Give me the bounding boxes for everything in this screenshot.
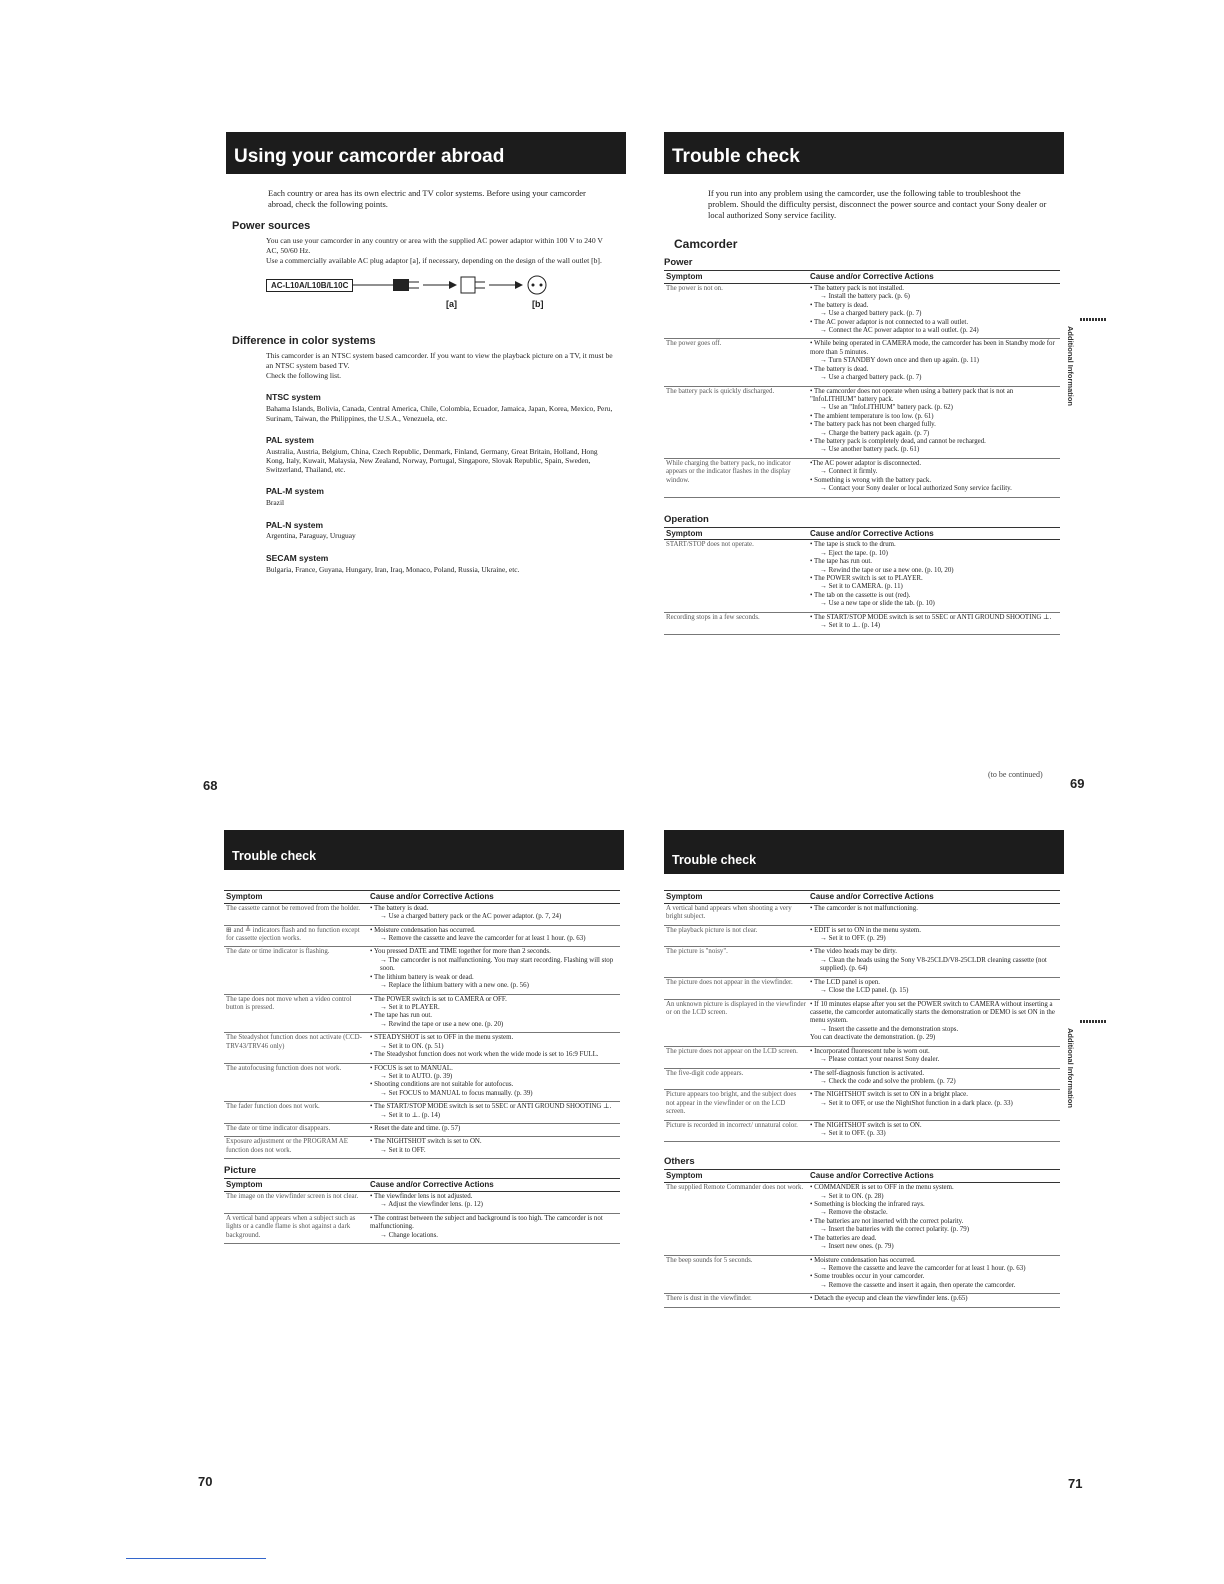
action-line: → Set it to AUTO. (p. 39) — [380, 1072, 453, 1080]
action-line: → Connect it firmly. — [820, 468, 878, 476]
cause-line: • The contrast between the subject and background is too high. The camcorder is not malfunctioning. — [370, 1214, 603, 1231]
action-line: → Clean the heads using the Sony V8-25CLD/V8-25CLDR cleaning cassette (not supplied). (p. 64) — [820, 956, 1047, 973]
cause-line: • The POWER switch is set to PLAYER. — [810, 575, 923, 583]
table-row — [664, 612, 1060, 634]
cause-line: • The battery pack is completely dead, and cannot be recharged. — [810, 438, 986, 446]
power-text-2: Use a commercially available AC plug adaptor [a], if necessary, depending on the design of the wall outlet [b]. — [266, 255, 602, 265]
table-row — [224, 1063, 620, 1102]
cause-cell — [808, 999, 1060, 1046]
system-name: SECAM system — [266, 552, 329, 563]
cause-cell — [808, 903, 1060, 925]
cause-line: • The POWER switch is set to CAMERA or OFF. — [370, 995, 507, 1003]
cause-line: • Something is blocking the infrared rays. — [810, 1201, 925, 1209]
symptom-cell: The supplied Remote Commander does not work. — [664, 1183, 808, 1255]
action-line: → Remove the cassette and leave the camcorder for at least 1 hour. (p. 63) — [380, 935, 586, 943]
action-line: → Remove the obstacle. — [820, 1209, 888, 1217]
table-row — [224, 947, 620, 994]
power-sources-text — [266, 236, 616, 265]
table-row — [224, 1102, 620, 1124]
cause-line: • The lithium battery is weak or dead. — [370, 973, 474, 981]
cause-cell — [808, 1294, 1060, 1307]
page-70 — [224, 830, 624, 1244]
cause-cell — [808, 612, 1060, 634]
symptom-cell: The power goes off. — [664, 339, 808, 386]
page-68-intro: Each country or area has its own electric and TV color systems. Before using your camcorder abroad, check the following points. — [268, 188, 586, 210]
table-row — [224, 994, 620, 1033]
system-item — [266, 435, 616, 475]
tag-b: [b] — [532, 299, 544, 310]
tag-a: [a] — [446, 299, 457, 310]
cause-line: • The tab on the cassette is out (red). — [810, 591, 911, 599]
table-row — [664, 1068, 1060, 1090]
symptom-cell: The image on the viewfinder screen is not clear. — [224, 1192, 368, 1214]
cause-line: • The tape has run out. — [810, 558, 872, 566]
cause-line: • The batteries are dead. — [810, 1234, 877, 1242]
cause-line: • The batteries are not inserted with the correct polarity. — [810, 1217, 964, 1225]
power-table — [664, 270, 1060, 497]
cause-line: • The self-diagnosis function is activated. — [810, 1069, 925, 1077]
power-heading: Power — [664, 257, 693, 269]
page-69-intro: If you run into any problem using the camcorder, use the following table to troubleshoot the problem. Should the difficulty persist, disconnect the power source and contact your Sony dealer or local authorized Sony service facility. — [708, 188, 1047, 221]
col-symptom: Symptom — [224, 1179, 368, 1192]
page-number-69: 69 — [1070, 776, 1085, 791]
cause-cell — [808, 977, 1060, 999]
action-line: → Rewind the tape or use a new one. (p. 20) — [380, 1020, 504, 1028]
action-line: → Use another battery pack. (p. 61) — [820, 446, 920, 454]
cause-line: • COMMANDER is set to OFF in the menu system. — [810, 1184, 954, 1192]
symptom-cell: A vertical band appears when shooting a very bright subject. — [664, 903, 808, 925]
system-countries: Bahama Islands, Bolivia, Canada, Central America, Chile, Colombia, Ecuador, Jamaica, Japan, Korea, Mexico, Peru, Surinam, Taiwan, the Philippines, the U.S.A., Venezuela, etc. — [266, 404, 613, 423]
cause-cell — [808, 1255, 1060, 1294]
action-line: → Remove the cassette and leave the camcorder for at least 1 hour. (p. 63) — [820, 1265, 1026, 1272]
system-name: PAL system — [266, 434, 314, 445]
symptom-cell: There is dust in the viewfinder. — [664, 1294, 808, 1307]
cause-cell — [808, 1090, 1060, 1120]
action-line: → Connect the AC power adaptor to a wall outlet. (p. 24) — [820, 327, 979, 334]
symptom-cell: A vertical band appears when a subject such as lights or a candle flame is shot against a dark background. — [224, 1213, 368, 1243]
picture-table — [224, 1178, 620, 1244]
action-line: → Eject the tape. (p. 10) — [820, 549, 888, 557]
table-row — [664, 1120, 1060, 1142]
cause-line: • Something is wrong with the battery pack. — [810, 476, 932, 484]
cause-cell — [808, 1068, 1060, 1090]
cause-line: • The camcorder is not malfunctioning. — [810, 904, 918, 912]
table-row — [664, 925, 1060, 947]
symptom-cell: The playback picture is not clear. — [664, 925, 808, 947]
trouble-table-71 — [664, 890, 1060, 1142]
cause-line: • FOCUS is set to MANUAL. — [370, 1064, 453, 1072]
cause-cell — [368, 1033, 620, 1063]
cause-cell — [368, 1213, 620, 1243]
col-cause: Cause and/or Corrective Actions — [808, 271, 1060, 284]
action-line: → Turn STANDBY down once and then up again. (p. 11) — [820, 357, 979, 365]
cause-cell — [808, 458, 1060, 497]
power-text-1: You can use your camcorder in any country or area with the supplied AC power adaptor within 100 V to 240 V AC, 50/60 Hz. — [266, 236, 603, 255]
action-line: → Set it to CAMERA. (p. 11) — [820, 583, 903, 591]
symptom-cell: An unknown picture is displayed in the viewfinder or on the LCD screen. — [664, 999, 808, 1046]
action-line: → Set it to OFF. (p. 29) — [820, 935, 886, 943]
page-number-70: 70 — [198, 1474, 213, 1489]
others-table — [664, 1169, 1060, 1307]
symptom-cell: START/STOP does not operate. — [664, 540, 808, 612]
table-row — [224, 1213, 620, 1243]
cause-line: • Moisture condensation has occurred. — [370, 926, 476, 934]
cause-line: • The video heads may be dirty. — [810, 948, 897, 956]
col-symptom: Symptom — [664, 527, 808, 540]
table-row — [664, 1255, 1060, 1294]
col-symptom: Symptom — [224, 891, 368, 904]
symptom-cell: Recording stops in a few seconds. — [664, 612, 808, 634]
side-tab-marker — [1080, 1020, 1106, 1023]
plug-arrow-icon — [353, 273, 553, 297]
col-symptom: Symptom — [664, 1170, 808, 1183]
cause-line: • The battery is dead. — [810, 301, 869, 309]
system-item — [266, 392, 616, 422]
adaptor-model-label: AC-L10A/L10B/L10C — [266, 279, 353, 292]
table-row — [664, 458, 1060, 497]
cause-line: • While being operated in CAMERA mode, the camcorder has been in Standby mode for more than 5 minutes. — [810, 340, 1055, 356]
cause-cell — [808, 339, 1060, 386]
operation-table — [664, 527, 1060, 635]
table-row — [224, 1137, 620, 1159]
cause-cell — [368, 994, 620, 1033]
action-line: → Insert the batteries with the correct polarity. (p. 79) — [820, 1226, 969, 1234]
plug-adaptor-diagram — [266, 273, 626, 297]
action-line: → Use a new tape or slide the tab. (p. 10) — [820, 600, 935, 608]
page-68 — [226, 132, 626, 574]
cause-cell — [368, 1063, 620, 1102]
color-systems-heading: Difference in color systems — [232, 335, 376, 348]
action-line: → Set it to ⊥. (p. 14) — [820, 622, 881, 630]
to-be-continued: (to be continued) — [988, 770, 1043, 779]
action-line: → Install the battery pack. (p. 6) — [820, 293, 910, 301]
cause-cell — [808, 925, 1060, 947]
col-cause: Cause and/or Corrective Actions — [808, 527, 1060, 540]
symptom-cell: The autofocusing function does not work. — [224, 1063, 368, 1102]
cause-line: • The battery is dead. — [810, 365, 869, 373]
action-line: → Charge the battery pack again. (p. 7) — [820, 429, 930, 437]
picture-heading: Picture — [224, 1165, 257, 1177]
trouble-table-70 — [224, 890, 620, 1159]
page-69 — [664, 132, 1064, 635]
symptom-cell: The date or time indicator disappears. — [224, 1124, 368, 1137]
col-cause: Cause and/or Corrective Actions — [368, 891, 620, 904]
table-row — [664, 903, 1060, 925]
table-row — [664, 1294, 1060, 1307]
system-countries: Bulgaria, France, Guyana, Hungary, Iran, Iraq, Monaco, Poland, Russia, Ukraine, etc. — [266, 564, 520, 574]
table-row — [224, 1124, 620, 1137]
color-text-1: This camcorder is an NTSC system based camcorder. If you want to view the playback picture on a TV, it must be an NTSC system based TV. — [266, 351, 613, 370]
table-row — [664, 386, 1060, 458]
cause-cell — [808, 1183, 1060, 1255]
cause-line: •The AC power adaptor is disconnected. — [810, 459, 922, 467]
cause-line: • The viewfinder lens is not adjusted. — [370, 1193, 473, 1201]
cause-line: • Reset the date and time. (p. 57) — [370, 1125, 461, 1133]
page-68-title: Using your camcorder abroad — [226, 132, 626, 174]
side-tab-marker — [1080, 318, 1106, 321]
table-row — [224, 925, 620, 947]
cause-cell — [368, 1137, 620, 1159]
action-line: → Use an "InfoLITHIUM" battery pack. (p. 62) — [820, 404, 953, 412]
action-line: → Change locations. — [380, 1231, 438, 1239]
camcorder-heading: Camcorder — [674, 237, 738, 252]
system-countries: Argentina, Paraguay, Uruguay — [266, 531, 356, 541]
cause-line: • The tape is stuck to the drum. — [810, 541, 896, 549]
cause-line: • The NIGHTSHOT switch is set to ON. — [810, 1121, 922, 1129]
table-row — [664, 540, 1060, 612]
diagram-tags — [446, 299, 626, 309]
cause-line: • The ambient temperature is too low. (p. 61) — [810, 412, 934, 420]
table-row — [664, 283, 1060, 339]
cause-line: • STEADYSHOT is set to OFF in the menu system. — [370, 1034, 514, 1042]
action-line: → The camcorder is not malfunctioning. You may start recording. Flashing will stop soon. — [380, 956, 614, 973]
table-row — [664, 339, 1060, 386]
page-70-title: Trouble check — [224, 830, 624, 870]
action-line: → Check the code and solve the problem. (p. 72) — [820, 1077, 956, 1085]
symptom-cell: The battery pack is quickly discharged. — [664, 386, 808, 458]
page-number-71: 71 — [1068, 1476, 1083, 1491]
cause-line: • The camcorder does not operate when using a battery pack that is not an "InfoLITHIUM" battery pack. — [810, 387, 1014, 403]
system-name: NTSC system — [266, 392, 321, 403]
action-line: → Rewind the tape or use a new one. (p. 10, 20) — [820, 566, 954, 574]
action-line: → Remove the cassette and insert it again, then operate the camcorder. — [820, 1281, 1016, 1289]
cause-line: • Some troubles occur in your camcorder. — [810, 1273, 925, 1281]
symptom-cell: While charging the battery pack, no indicator appears or the indicator flashes in the display window. — [664, 458, 808, 497]
action-line: → Set it to PLAYER. — [380, 1003, 440, 1011]
system-item — [266, 520, 616, 541]
cause-line: • Detach the eyecup and clean the viewfinder lens. (p.65) — [810, 1295, 968, 1303]
cause-line: • The START/STOP MODE switch is set to 5SEC or ANTI GROUND SHOOTING ⊥. — [810, 613, 1052, 621]
action-line: → Set it to ON. (p. 28) — [820, 1192, 884, 1200]
cause-cell — [808, 947, 1060, 977]
table-row — [664, 1090, 1060, 1120]
page-71 — [664, 830, 1064, 1308]
table-row — [664, 1046, 1060, 1068]
action-line: → Set it to OFF, or use the NightShot function in a dark place. (p. 33) — [820, 1099, 1013, 1107]
cause-line: • Incorporated fluorescent tube is worn out. — [810, 1047, 930, 1055]
cause-line: • The AC power adaptor is not connected to a wall outlet. — [810, 318, 969, 326]
cause-cell — [368, 1124, 620, 1137]
symptom-cell: Picture is recorded in incorrect/ unnatural color. — [664, 1120, 808, 1142]
action-line: → Set FOCUS to MANUAL to focus manually. (p. 39) — [380, 1089, 533, 1097]
cause-line: • You pressed DATE and TIME together for more than 2 seconds. — [370, 948, 551, 956]
cause-cell — [368, 1102, 620, 1124]
col-cause: Cause and/or Corrective Actions — [368, 1179, 620, 1192]
cause-line: • The NIGHTSHOT switch is set to ON in a bright place. — [810, 1091, 968, 1099]
action-line: → Set it to ⊥. (p. 14) — [380, 1111, 441, 1119]
action-line: → Set it to OFF. (p. 33) — [820, 1130, 886, 1138]
system-name: PAL-M system — [266, 486, 324, 497]
col-cause: Cause and/or Corrective Actions — [808, 1170, 1060, 1183]
action-line: → Insert the cassette and the demonstration stops. — [820, 1025, 959, 1033]
cause-line: • The battery is dead. — [370, 904, 429, 912]
cause-cell — [808, 1046, 1060, 1068]
table-row — [664, 1183, 1060, 1255]
system-item — [266, 553, 616, 574]
symptom-cell: The Steadyshot function does not activate (CCD-TRV43/TRV46 only) — [224, 1033, 368, 1063]
cause-cell — [808, 1120, 1060, 1142]
system-countries: Brazil — [266, 498, 285, 508]
footer-rule — [126, 1558, 266, 1559]
cause-cell — [808, 283, 1060, 339]
symptom-cell: The tape does not move when a video control button is pressed. — [224, 994, 368, 1033]
symptom-cell: Exposure adjustment or the PROGRAM AE function does not work. — [224, 1137, 368, 1159]
table-row — [224, 1033, 620, 1063]
cause-line: • Moisture condensation has occurred. — [810, 1256, 916, 1264]
operation-heading: Operation — [664, 513, 709, 525]
table-row — [664, 947, 1060, 977]
others-heading: Others — [664, 1156, 695, 1168]
system-item — [266, 486, 616, 507]
action-line: → Adjust the viewfinder lens. (p. 12) — [380, 1201, 483, 1209]
symptom-cell: The picture is "noisy". — [664, 947, 808, 977]
cause-line: • If 10 minutes elapse after you set the POWER switch to CAMERA without inserting a cassette, the camcorder automatically starts the demonstration or DEMO is set ON in the menu system. — [810, 1000, 1055, 1025]
cause-cell — [368, 947, 620, 994]
cause-cell — [808, 386, 1060, 458]
col-cause: Cause and/or Corrective Actions — [808, 891, 1060, 904]
col-symptom: Symptom — [664, 891, 808, 904]
cause-line: • The battery pack is not installed. — [810, 284, 904, 292]
symptom-cell: The picture does not appear on the LCD screen. — [664, 1046, 808, 1068]
system-name: PAL-N system — [266, 519, 323, 530]
action-line: → Set it to OFF. — [380, 1146, 426, 1154]
side-tab-69: Additional Information — [1066, 326, 1075, 406]
power-sources-heading: Power sources — [232, 220, 311, 233]
cause-line: • The START/STOP MODE switch is set to 5SEC or ANTI GROUND SHOOTING ⊥. — [370, 1103, 612, 1111]
action-line: → Contact your Sony dealer or local authorized Sony service facility. — [820, 485, 1012, 493]
cause-cell — [808, 540, 1060, 612]
symptom-cell: The fader function does not work. — [224, 1102, 368, 1124]
action-line: → Insert new ones. (p. 79) — [820, 1243, 894, 1251]
cause-line: • The LCD panel is open. — [810, 978, 881, 986]
color-systems-text — [266, 351, 616, 574]
cause-cell — [368, 925, 620, 947]
action-line: → Please contact your nearest Sony dealer. — [820, 1056, 940, 1064]
cause-line: • The NIGHTSHOT switch is set to ON. — [370, 1138, 482, 1146]
side-tab-71: Additional Information — [1066, 1028, 1075, 1108]
page-number-68: 68 — [203, 778, 218, 793]
cause-cell — [368, 903, 620, 925]
page-71-title: Trouble check — [664, 830, 1064, 874]
cause-line: • The battery pack has not been charged fully. — [810, 421, 936, 429]
action-line: → Set it to ON. (p. 51) — [380, 1042, 444, 1050]
symptom-cell: The picture does not appear in the viewfinder. — [664, 977, 808, 999]
symptom-cell: The date or time indicator is flashing. — [224, 947, 368, 994]
action-line: → Close the LCD panel. (p. 15) — [820, 987, 909, 995]
symptom-cell: The power is not on. — [664, 283, 808, 339]
col-symptom: Symptom — [664, 271, 808, 284]
page-69-title: Trouble check — [664, 132, 1064, 174]
symptom-cell: The cassette cannot be removed from the holder. — [224, 903, 368, 925]
cause-line: • The Steadyshot function does not work when the wide mode is set to 16:9 FULL. — [370, 1051, 599, 1059]
action-line: → Use a charged battery pack. (p. 7) — [820, 310, 922, 318]
symptom-cell: The beep sounds for 5 seconds. — [664, 1255, 808, 1294]
system-countries: Australia, Austria, Belgium, China, Czech Republic, Denmark, Finland, Germany, Great Britain, Holland, Hong Kong, Italy, Kuwait, Malaysia, New Zealand, Norway, Portugal, Singapore, Slovak Republic, Spain, Sweden, Switzerland, Thailand, etc. — [266, 446, 598, 475]
table-row — [664, 999, 1060, 1046]
action-line: → Use a charged battery pack. (p. 7) — [820, 374, 922, 382]
cause-line: • The tape has run out. — [370, 1012, 432, 1020]
symptom-cell: ⊞ and ≜ indicators flash and no function except for cassette ejection works. — [224, 925, 368, 947]
cause-cell — [368, 1192, 620, 1214]
cause-line: • Shooting conditions are not suitable for autofocus. — [370, 1081, 514, 1089]
cause-line: • EDIT is set to ON in the menu system. — [810, 926, 921, 934]
cause-line: You can deactivate the demonstration. (p. 29) — [810, 1034, 936, 1042]
symptom-cell: The five-digit code appears. — [664, 1068, 808, 1090]
action-line: → Replace the lithium battery with a new one. (p. 56) — [380, 982, 529, 990]
table-row — [224, 1192, 620, 1214]
color-text-2: Check the following list. — [266, 370, 342, 380]
table-row — [664, 977, 1060, 999]
table-row — [224, 903, 620, 925]
symptom-cell: Picture appears too bright, and the subject does not appear in the viewfinder or on the LCD screen. — [664, 1090, 808, 1120]
action-line: → Use a charged battery pack or the AC power adaptor. (p. 7, 24) — [380, 913, 562, 921]
